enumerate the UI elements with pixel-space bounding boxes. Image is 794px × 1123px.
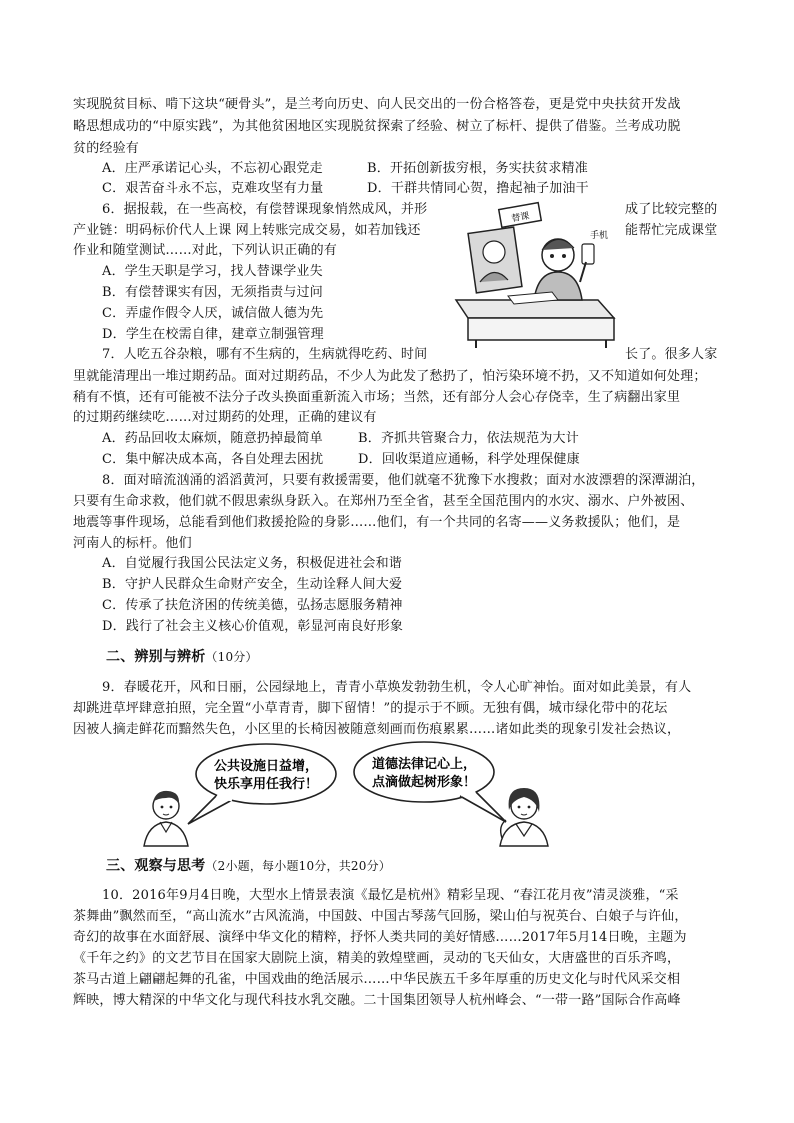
q7-line-1-right: 长了。很多人家 [625,347,718,362]
boy-figure [144,791,188,846]
q9-line-3: 因被人摘走鲜花而黯然失色，小区里的长椅因被随意刻画而伤痕累累……诸如此类的现象引发社会热议， [73,722,681,737]
q7-option-c: C．集中解决成本高，各自处理去困扰 [102,452,324,467]
cartoon-speech-text: 手机 [590,231,609,241]
section-2-title: 二、辨别与辨析 [106,649,206,665]
q10-line-4: 《千年之约》的文艺节目在国家大剧院上演，精美的敦煌壁画，灵动的飞天仙女，大唐盛世的百乐齐鸣， [73,951,681,966]
q6-option-a: A．学生天职是学习，找人替课学业失 [102,264,323,279]
section-3-score: （2小题，每小题10分，共20分） [205,859,391,873]
cartoon-sign-text: 替课 [510,211,531,225]
q9-line-1: 9．春暖花开，风和日丽，公园绿地上，青青小草焕发勃勃生机，令人心旷神怡。面对如此美景，有人 [102,680,692,695]
q9-cartoon [140,740,580,848]
q8-line-3: 地震等事件现场，总能看到他们救援抢险的身影……他们，有一个共同的名寄——义务救援队；他们，是 [73,515,681,530]
q6-option-b: B．有偿替课实有因，无须指责与过问 [102,285,323,300]
section-3-heading [106,856,391,876]
q7-option-a: A．药品回收太麻烦，随意扔掉最简单 [102,431,323,446]
q7-line-4: 的过期药继续吃……对过期药的处理，正确的建议有 [73,410,377,425]
q6-line-1-left: 6．据报载，在一些高校，有偿替课现象悄然成风，并形 [102,202,428,217]
q5-option-a: A．庄严承诺记心头，不忘初心跟党走 [102,161,323,176]
q6-line-2-left: 产业链：明码标价代人上课 网上转账完成交易，如若加钱还 [73,223,421,238]
q7-option-b: B．齐抓共管聚合力，依法规范为大计 [358,431,579,446]
q5-line-3: 贫的经验有 [73,141,140,156]
right-bubble-line-2: 点滴做起树形象！ [371,775,477,790]
class-substitution-cartoon [448,200,624,350]
left-bubble-line-1: 公共设施日益增， [213,759,319,774]
q8-option-d: D．践行了社会主义核心价值观，彰显河南良好形象 [102,619,404,634]
q8-option-a: A．自觉履行我国公民法定义务，积极促进社会和谐 [102,556,402,571]
section-2-score: （10分） [205,650,258,664]
q8-option-b: B．守护人民群众生命财产安全，生动诠释人间大爱 [102,577,403,592]
q6-line-1-right: 成了比较完整的 [625,202,718,217]
q10-line-1: 10．2016年9月4日晚，大型水上情景表演《最忆是杭州》精彩呈现、“春江花月夜”清灵淡雅，“采 [102,888,679,903]
q8-line-1: 8．面对暗流汹涌的滔滔黄河，只要有救援需要，他们就毫不犹豫下水搜救；面对水波漂碧的深潭湖泊， [102,473,705,488]
q5-option-d: D．干群共情同心贺，撸起袖子加油干 [367,181,589,196]
q6-option-c: C．弄虚作假令人厌，诚信做人德为先 [102,306,324,321]
q10-line-5: 茶马古道上翩翩起舞的孔雀，中国戏曲的绝活展示……中华民族五千多年厚重的历史文化与时代风采交相 [73,972,681,987]
q7-line-1-left: 7．人吃五谷杂粮，哪有不生病的，生病就得吃药、时间 [102,347,428,362]
q8-line-4: 河南人的标杆。他们 [73,536,192,551]
right-bubble-line-1: 道德法律记心上， [371,757,477,772]
q7-option-d: D．回收渠道应通畅，科学处理保健康 [358,452,580,467]
q5-line-1: 实现脱贫目标、啃下这块“硬骨头”，是兰考向历史、向人民交出的一份合格答卷，更是党中央扶贫开发战 [73,97,681,112]
section-2-heading [106,647,258,667]
q5-option-b: B．开拓创新拔穷根，务实扶贫求精准 [367,161,588,176]
q6-option-d: D．学生在校需自律，建章立制强管理 [102,327,324,342]
q10-line-6: 辉映，博大精深的中华文化与现代科技水乳交融。二十国集团领导人杭州峰会、“一带一路”国际合作高峰 [73,993,681,1008]
q7-line-2: 里就能清理出一堆过期药品。面对过期药品，不少人为此发了愁扔了，怕污染环境不扔，又不知道如何处理； [73,369,707,384]
q7-line-3: 稍有不慎，还有可能被不法分子改头换面重新流入市场；当然，还有部分人会心存侥幸，生了病翻出家里 [73,390,681,405]
q5-line-2: 略思想成功的“中原实践”，为其他贫困地区实现脱贫探索了经验、树立了标杆、提供了借鉴。兰考成功脱 [73,119,681,134]
q9-line-2: 却跳进草坪肆意拍照，完全置“小草青青，脚下留情！”的提示于不顾。无独有偶，城市绿化带中的花坛 [73,701,668,716]
q5-option-c: C．艰苦奋斗永不忘，克难攻坚有力量 [102,181,324,196]
section-3-title: 三、观察与思考 [106,858,206,874]
left-bubble-line-2: 快乐享用任我行！ [213,777,319,792]
girl-figure [500,788,548,846]
q6-line-3: 作业和随堂测试……对此，下列认识正确的有 [73,243,338,258]
q8-option-c: C．传承了扶危济困的传统美德，弘扬志愿服务精神 [102,598,403,613]
q6-line-2-right: 能帮忙完成课堂 [625,223,718,238]
q10-line-2: 茶舞曲”飘然而至，“高山流水”古风流淌，中国鼓、中国古琴荡气回肠，梁山伯与祝英台、白娘子与许仙， [73,909,688,924]
q10-line-3: 奇幻的故事在水面舒展、演绎中华文化的精粹，抒怀人类共同的美好情感……2017年5月14日晚，主题为 [73,930,687,945]
q8-line-2: 只要有生命求救，他们就不假思索纵身跃入。在郑州乃至全省，甚至全国范围内的水灾、溺水、户外被困、 [73,494,694,509]
